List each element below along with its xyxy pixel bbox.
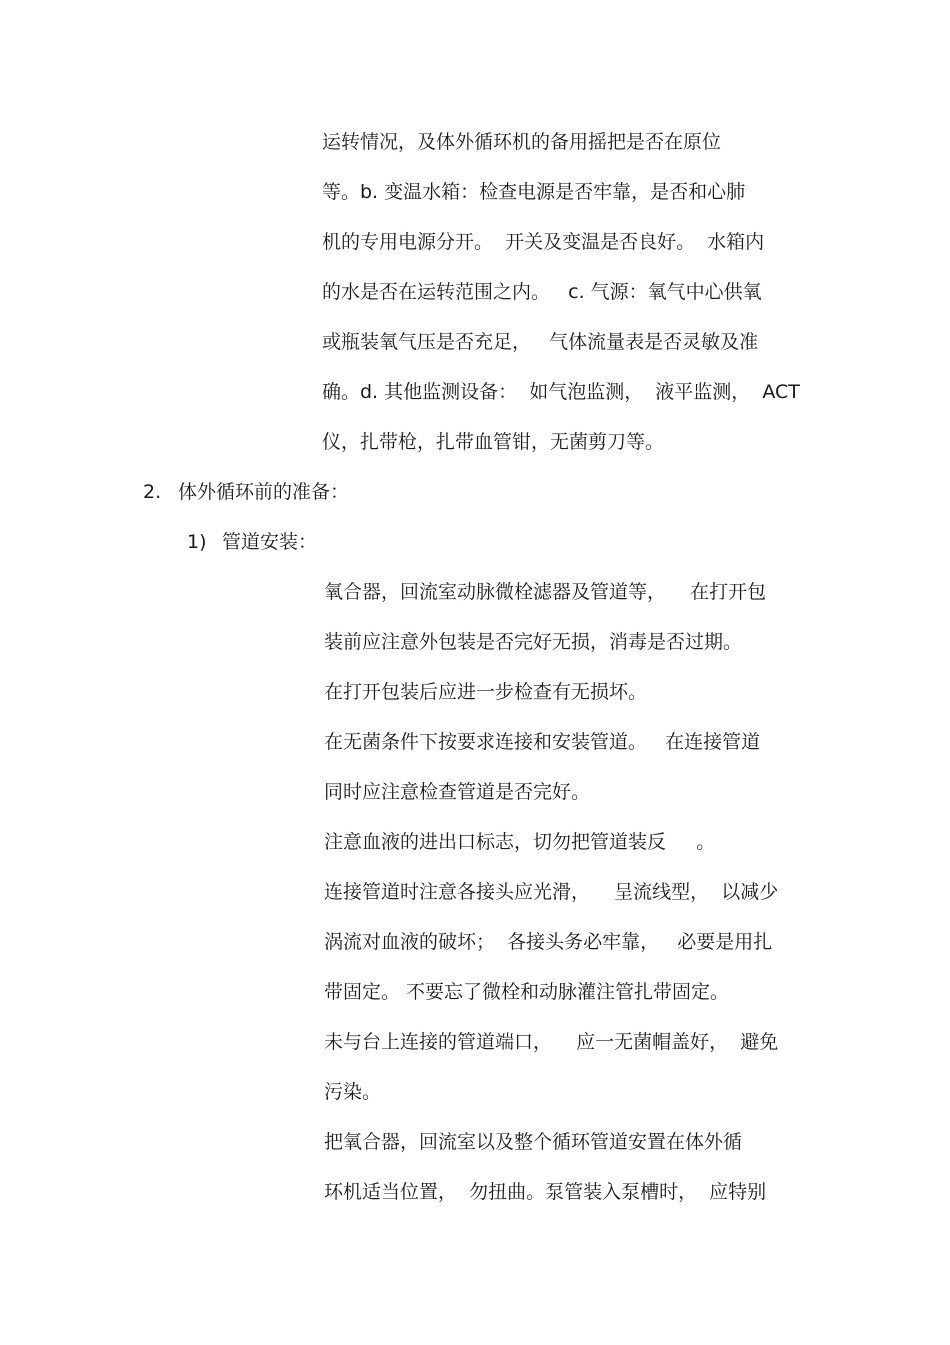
text-line: 确。d. 其他监测设备： 如气泡监测， 液平监测， ACT: [322, 381, 800, 403]
text-line: 涡流对血液的破坏； 各接头务必牢靠， 必要是用扎: [324, 931, 773, 953]
text-line: 氧合器，回流室动脉微栓滤器及管道等， 在打开包: [324, 581, 767, 603]
subsection-title: 管道安装：: [222, 531, 318, 553]
text-line: 的水是否在运转范围之内。 c. 气源：氧气中心供氧: [322, 281, 762, 303]
text-line: 在无菌条件下按要求连接和安装管道。 在连接管道: [324, 731, 761, 753]
text-line: 注意血液的进出口标志，切勿把管道装反 。: [324, 831, 716, 853]
text-line: 仪，扎带枪，扎带血管钳，无菌剪刀等。: [322, 431, 665, 453]
text-line: 环机适当位置， 勿扭曲。泵管装入泵槽时， 应特别: [324, 1181, 767, 1203]
text-line: 未与台上连接的管道端口， 应一无菌帽盖好， 避免: [324, 1031, 779, 1053]
subsection-number: 1): [187, 531, 207, 553]
text-line: 或瓶装氧气压是否充足， 气体流量表是否灵敏及准: [322, 331, 759, 353]
section-number: 2.: [143, 481, 162, 503]
text-line: 把氧合器，回流室以及整个循环管道安置在体外循: [324, 1131, 743, 1153]
text-line: 等。b. 变温水箱：检查电源是否牢靠，是否和心肺: [322, 181, 746, 203]
text-line: 同时应注意检查管道是否完好。: [324, 781, 591, 803]
text-line: 机的专用电源分开。 开关及变温是否良好。 水箱内: [322, 231, 765, 253]
text-line: 装前应注意外包装是否完好无损，消毒是否过期。: [324, 631, 743, 653]
text-line: 运转情况，及体外循环机的备用摇把是否在原位: [322, 131, 722, 153]
text-line: 连接管道时注意各接头应光滑， 呈流线型， 以减少: [324, 881, 779, 903]
section-title: 体外循环前的准备：: [178, 481, 350, 503]
text-line: 在打开包装后应进一步检查有无损坏。: [324, 681, 648, 703]
text-line: 污染。: [324, 1081, 382, 1103]
text-line: 带固定。 不要忘了微栓和动脉灌注管扎带固定。: [324, 981, 730, 1003]
